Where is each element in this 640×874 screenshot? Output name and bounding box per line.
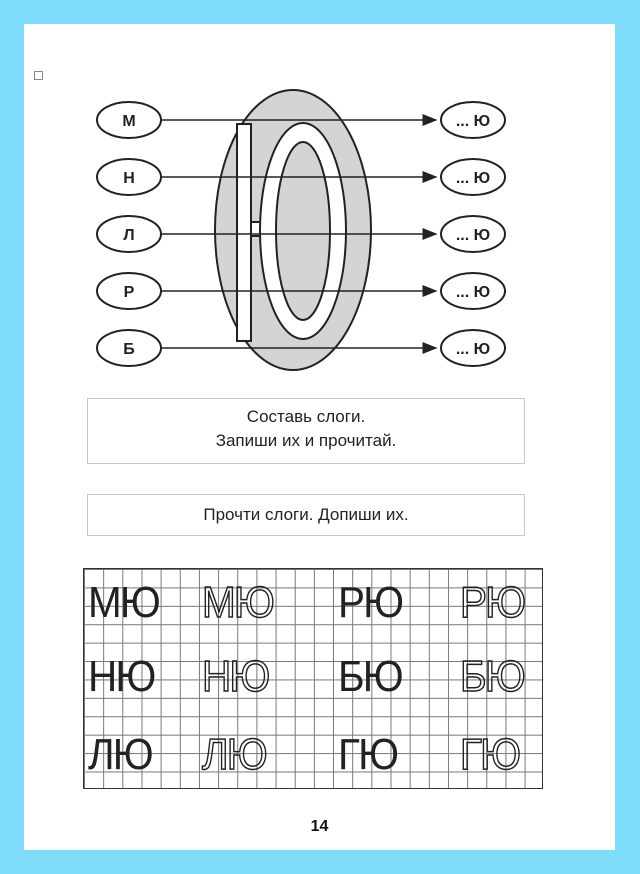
instruction-line: Запиши их и прочитай. — [215, 431, 397, 450]
workbook-page — [24, 24, 615, 850]
consonant-ovals — [97, 102, 161, 366]
syllable-outline[interactable]: МЮ — [202, 578, 273, 627]
syllable-solid: ЛЮ — [88, 730, 152, 779]
syllable-diagram — [24, 24, 615, 384]
target-label: ... Ю — [455, 284, 491, 301]
target-label: ... Ю — [455, 170, 491, 187]
syllable-outline[interactable]: РЮ — [460, 578, 525, 627]
syllable-solid: МЮ — [88, 578, 159, 627]
syllable-outline[interactable]: ГЮ — [460, 730, 520, 779]
consonant-label: М — [122, 113, 136, 130]
syllable-solid: ГЮ — [338, 730, 398, 779]
consonant-label: Н — [123, 170, 135, 187]
syllable-solid: БЮ — [338, 652, 402, 701]
target-label: ... Ю — [455, 113, 491, 130]
syllable-solid: РЮ — [338, 578, 403, 627]
syllable-solid: НЮ — [88, 652, 155, 701]
instruction-box-read — [87, 494, 525, 536]
page-number: 14 — [310, 818, 329, 835]
consonant-label: Л — [123, 227, 135, 244]
target-label: ... Ю — [455, 227, 491, 244]
syllable-outline[interactable]: БЮ — [460, 652, 524, 701]
instruction-line: Прочти слоги. Допиши их. — [203, 505, 409, 524]
syllable-outline[interactable]: НЮ — [202, 652, 269, 701]
instruction-line: Составь слоги. — [246, 407, 366, 426]
syllable-outline[interactable]: ЛЮ — [202, 730, 266, 779]
instruction-box-compose — [87, 398, 525, 464]
consonant-label: Б — [123, 341, 135, 358]
consonant-label: Р — [123, 284, 135, 301]
target-label: ... Ю — [455, 341, 491, 358]
target-ovals — [441, 102, 505, 366]
writing-grid — [83, 568, 543, 789]
